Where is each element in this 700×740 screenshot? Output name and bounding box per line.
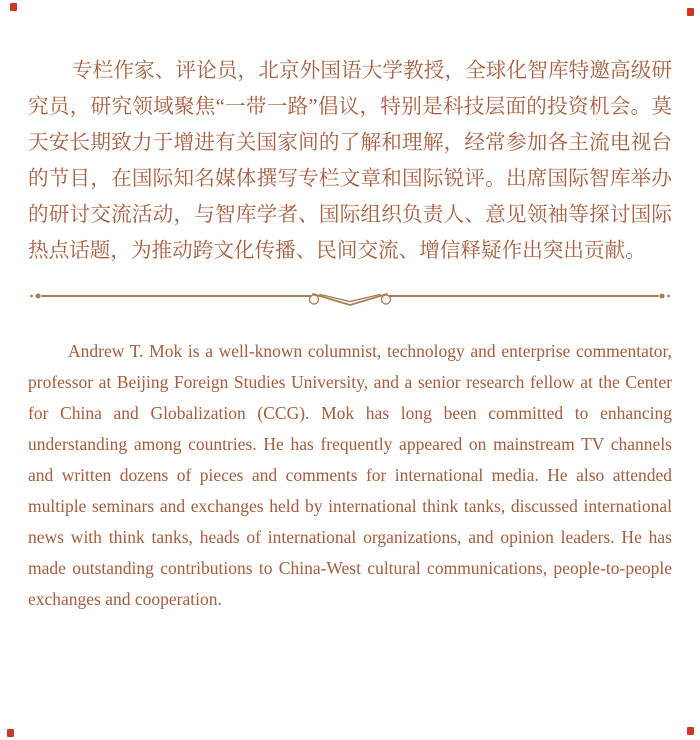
corner-mark-top-right [687,8,694,16]
ornamental-divider-icon [28,289,672,315]
corner-mark-bottom-right [687,727,694,735]
corner-mark-bottom-left [7,729,14,737]
english-bio-paragraph: Andrew T. Mok is a well-known columnist, technology and enterprise commentator, professor at Beijing Foreign Studies University, and a senior research fellow at the Center for China and Globalization (CCG). Mok has long been committed to enhancing understanding among countries. He has frequently appeared on mainstream TV channels and written dozens of pieces and comments for international media. He also attended multiple seminars and exchanges held by international think tanks, discussed international news with think tanks, heads of international organizations, and opinion leaders. He has made outstanding contributions to China-West cultural communications, people-to-people exchanges and cooperation. [28,341,672,609]
chinese-bio-paragraph: 专栏作家、评论员，北京外国语大学教授，全球化智库特邀高级研究员，研究领域聚焦“一带一路”倡议，特别是科技层面的投资机会。莫天安长期致力于增进有关国家间的了解和理解，经常参加各主流电视台的节目，在国际知名媒体撰写专栏文章和国际锐评。出席国际智库举办的研讨交流活动，与智库学者、国际组织负责人、意见领袖等探讨国际热点话题，为推动跨文化传播、民间交流、增信释疑作出突出贡献。 [28,60,672,262]
corner-mark-top-left [10,3,17,11]
